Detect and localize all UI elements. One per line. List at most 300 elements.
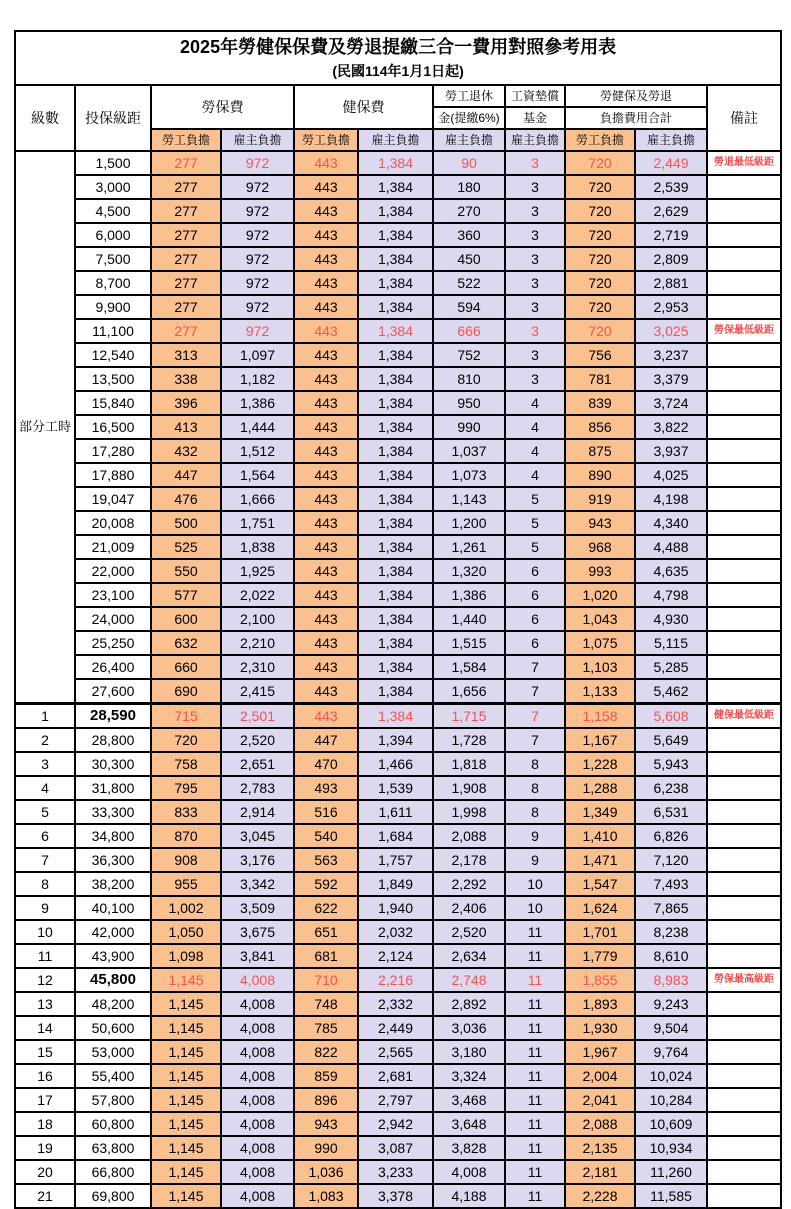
cell-labor-employer: 1,564: [221, 463, 294, 487]
cell-pension-employer: 990: [433, 415, 505, 439]
cell-health-employee: 592: [294, 872, 358, 896]
cell-wage-fund-employer: 11: [505, 944, 565, 968]
cell-total-employer: 4,930: [635, 607, 707, 631]
cell-labor-employee: 500: [151, 511, 221, 535]
cell-health-employee: 443: [294, 704, 358, 729]
cell-remark: [707, 631, 781, 655]
cell-total-employee: 720: [565, 295, 635, 319]
cell-bracket: 43,900: [75, 944, 151, 968]
cell-labor-employer: 972: [221, 319, 294, 343]
cell-total-employee: 1,133: [565, 679, 635, 704]
cell-remark: [707, 752, 781, 776]
cell-total-employer: 5,608: [635, 704, 707, 729]
cell-total-employee: 943: [565, 511, 635, 535]
cell-pension-employer: 2,088: [433, 824, 505, 848]
cell-health-employee: 443: [294, 391, 358, 415]
cell-pension-employer: 3,324: [433, 1064, 505, 1088]
cell-health-employer: 2,216: [358, 968, 433, 992]
cell-health-employee: 785: [294, 1016, 358, 1040]
cell-wage-fund-employer: 11: [505, 1088, 565, 1112]
cell-health-employee: 443: [294, 511, 358, 535]
cell-level: 2: [15, 728, 75, 752]
cell-wage-fund-employer: 5: [505, 535, 565, 559]
cell-total-employer: 2,539: [635, 175, 707, 199]
cell-total-employee: 875: [565, 439, 635, 463]
cell-total-employee: 781: [565, 367, 635, 391]
cell-health-employer: 1,539: [358, 776, 433, 800]
cell-pension-employer: 360: [433, 223, 505, 247]
cell-wage-fund-employer: 3: [505, 343, 565, 367]
cell-remark: [707, 800, 781, 824]
cell-health-employee: 443: [294, 679, 358, 704]
subheader-total-employer: 雇主負擔: [635, 129, 707, 151]
cell-total-employer: 8,238: [635, 920, 707, 944]
cell-pension-employer: 1,656: [433, 679, 505, 704]
cell-wage-fund-employer: 6: [505, 631, 565, 655]
cell-wage-fund-employer: 8: [505, 776, 565, 800]
cell-wage-fund-employer: 9: [505, 824, 565, 848]
cell-wage-fund-employer: 7: [505, 655, 565, 679]
cell-labor-employer: 972: [221, 199, 294, 223]
cell-health-employee: 443: [294, 559, 358, 583]
cell-health-employer: 1,394: [358, 728, 433, 752]
cell-wage-fund-employer: 6: [505, 607, 565, 631]
table-row: [15, 679, 781, 704]
cell-remark: 勞退最低級距: [707, 151, 781, 175]
cell-pension-employer: 1,320: [433, 559, 505, 583]
cell-health-employee: 443: [294, 583, 358, 607]
cell-labor-employer: 4,008: [221, 968, 294, 992]
table-body: [15, 151, 781, 1208]
table-row: [15, 776, 781, 800]
cell-remark: [707, 391, 781, 415]
cell-labor-employer: 972: [221, 295, 294, 319]
cell-total-employer: 2,719: [635, 223, 707, 247]
cell-labor-employee: 715: [151, 704, 221, 729]
cell-total-employee: 1,855: [565, 968, 635, 992]
cell-bracket: 25,250: [75, 631, 151, 655]
cell-labor-employee: 1,145: [151, 1136, 221, 1160]
cell-bracket: 27,600: [75, 679, 151, 704]
cell-remark: [707, 487, 781, 511]
table-row: [15, 151, 781, 175]
cell-remark: [707, 367, 781, 391]
table-row: [15, 968, 781, 992]
cell-remark: [707, 992, 781, 1016]
cell-labor-employee: 1,145: [151, 1016, 221, 1040]
cell-total-employer: 3,237: [635, 343, 707, 367]
cell-bracket: 31,800: [75, 776, 151, 800]
cell-remark: [707, 439, 781, 463]
cell-total-employer: 9,764: [635, 1040, 707, 1064]
cell-bracket: 9,900: [75, 295, 151, 319]
cell-wage-fund-employer: 11: [505, 1112, 565, 1136]
table-row: [15, 295, 781, 319]
cell-health-employee: 1,083: [294, 1184, 358, 1208]
cell-bracket: 4,500: [75, 199, 151, 223]
cell-bracket: 63,800: [75, 1136, 151, 1160]
cell-labor-employee: 833: [151, 800, 221, 824]
cell-labor-employee: 413: [151, 415, 221, 439]
cell-health-employee: 443: [294, 607, 358, 631]
cell-labor-employee: 1,145: [151, 1040, 221, 1064]
cell-bracket: 36,300: [75, 848, 151, 872]
cell-health-employer: 1,849: [358, 872, 433, 896]
cell-pension-employer: 1,143: [433, 487, 505, 511]
cell-labor-employer: 3,045: [221, 824, 294, 848]
cell-pension-employer: 2,892: [433, 992, 505, 1016]
cell-labor-employer: 4,008: [221, 1112, 294, 1136]
cell-bracket: 57,800: [75, 1088, 151, 1112]
table-row: [15, 920, 781, 944]
cell-labor-employee: 600: [151, 607, 221, 631]
cell-total-employee: 890: [565, 463, 635, 487]
cell-level: 7: [15, 848, 75, 872]
table-row: [15, 800, 781, 824]
col-header-labor-insurance: 勞保費: [151, 85, 294, 129]
cell-health-employer: 1,384: [358, 319, 433, 343]
cell-health-employee: 563: [294, 848, 358, 872]
table-title-cell: [15, 31, 781, 85]
table-row: [15, 391, 781, 415]
cell-health-employer: 1,384: [358, 343, 433, 367]
cell-pension-employer: 1,584: [433, 655, 505, 679]
cell-labor-employer: 2,100: [221, 607, 294, 631]
cell-total-employee: 1,228: [565, 752, 635, 776]
cell-pension-employer: 752: [433, 343, 505, 367]
table-row: [15, 728, 781, 752]
cell-pension-employer: 1,200: [433, 511, 505, 535]
cell-level: 3: [15, 752, 75, 776]
cell-bracket: 20,008: [75, 511, 151, 535]
cell-total-employer: 5,462: [635, 679, 707, 704]
cell-health-employee: 859: [294, 1064, 358, 1088]
table-row: [15, 439, 781, 463]
cell-level: 10: [15, 920, 75, 944]
cell-labor-employee: 720: [151, 728, 221, 752]
cell-labor-employer: 2,651: [221, 752, 294, 776]
cell-bracket: 19,047: [75, 487, 151, 511]
col-header-level: 級數: [15, 85, 75, 151]
cell-wage-fund-employer: 3: [505, 247, 565, 271]
cell-health-employee: 990: [294, 1136, 358, 1160]
cell-labor-employee: 525: [151, 535, 221, 559]
col-header-wage-fund-line2: 基金: [505, 107, 565, 129]
cell-health-employer: 1,384: [358, 199, 433, 223]
cell-total-employer: 5,285: [635, 655, 707, 679]
cell-wage-fund-employer: 3: [505, 295, 565, 319]
cell-wage-fund-employer: 6: [505, 559, 565, 583]
cell-pension-employer: 1,261: [433, 535, 505, 559]
cell-health-employer: 2,797: [358, 1088, 433, 1112]
cell-pension-employer: 270: [433, 199, 505, 223]
cell-total-employee: 720: [565, 151, 635, 175]
cell-level: 11: [15, 944, 75, 968]
cell-total-employee: 2,088: [565, 1112, 635, 1136]
cell-total-employee: 2,004: [565, 1064, 635, 1088]
cell-health-employer: 1,384: [358, 583, 433, 607]
cell-health-employee: 443: [294, 439, 358, 463]
cell-wage-fund-employer: 8: [505, 800, 565, 824]
cell-health-employee: 443: [294, 343, 358, 367]
cell-health-employer: 1,384: [358, 655, 433, 679]
cell-remark: [707, 511, 781, 535]
cell-pension-employer: 2,406: [433, 896, 505, 920]
subheader-health-employer: 雇主負擔: [358, 129, 433, 151]
cell-labor-employer: 1,925: [221, 559, 294, 583]
cell-total-employee: 1,075: [565, 631, 635, 655]
cell-level: 18: [15, 1112, 75, 1136]
cell-labor-employee: 870: [151, 824, 221, 848]
cell-pension-employer: 3,648: [433, 1112, 505, 1136]
cell-total-employee: 1,158: [565, 704, 635, 729]
cell-total-employer: 5,649: [635, 728, 707, 752]
cell-health-employer: 1,384: [358, 439, 433, 463]
cell-total-employee: 1,043: [565, 607, 635, 631]
cell-labor-employee: 1,002: [151, 896, 221, 920]
cell-level: 1: [15, 704, 75, 729]
cell-labor-employer: 4,008: [221, 1136, 294, 1160]
cell-level: 8: [15, 872, 75, 896]
cell-health-employer: 1,384: [358, 511, 433, 535]
cell-health-employer: 3,087: [358, 1136, 433, 1160]
table-row: [15, 343, 781, 367]
cell-pension-employer: 3,828: [433, 1136, 505, 1160]
table-row: [15, 872, 781, 896]
cell-total-employer: 7,493: [635, 872, 707, 896]
cell-health-employer: 3,233: [358, 1160, 433, 1184]
cell-total-employee: 720: [565, 319, 635, 343]
cell-total-employer: 4,798: [635, 583, 707, 607]
cell-total-employee: 2,135: [565, 1136, 635, 1160]
cell-health-employer: 1,384: [358, 607, 433, 631]
table-row: [15, 1064, 781, 1088]
cell-total-employer: 10,024: [635, 1064, 707, 1088]
cell-total-employee: 1,701: [565, 920, 635, 944]
cell-total-employer: 5,943: [635, 752, 707, 776]
col-header-health-insurance: 健保費: [294, 85, 433, 129]
cell-wage-fund-employer: 8: [505, 752, 565, 776]
cell-bracket: 8,700: [75, 271, 151, 295]
cell-health-employee: 443: [294, 319, 358, 343]
cell-labor-employee: 550: [151, 559, 221, 583]
cell-total-employer: 4,198: [635, 487, 707, 511]
cell-health-employer: 1,384: [358, 247, 433, 271]
cell-pension-employer: 1,440: [433, 607, 505, 631]
cell-total-employee: 720: [565, 247, 635, 271]
cell-bracket: 33,300: [75, 800, 151, 824]
cell-pension-employer: 3,468: [433, 1088, 505, 1112]
three-in-one-fee-table: [14, 30, 782, 1209]
subheader-pension-employer: 雇主負擔: [433, 129, 505, 151]
cell-remark: [707, 1088, 781, 1112]
table-row: [15, 319, 781, 343]
cell-level: 9: [15, 896, 75, 920]
cell-remark: [707, 944, 781, 968]
cell-total-employee: 1,103: [565, 655, 635, 679]
cell-remark: [707, 223, 781, 247]
cell-pension-employer: 3,036: [433, 1016, 505, 1040]
cell-remark: [707, 920, 781, 944]
cell-health-employer: 1,384: [358, 631, 433, 655]
table-row: [15, 631, 781, 655]
cell-labor-employer: 2,415: [221, 679, 294, 704]
cell-labor-employee: 1,145: [151, 1064, 221, 1088]
cell-health-employer: 1,384: [358, 151, 433, 175]
cell-labor-employer: 972: [221, 223, 294, 247]
cell-labor-employer: 4,008: [221, 1088, 294, 1112]
cell-bracket: 53,000: [75, 1040, 151, 1064]
cell-wage-fund-employer: 11: [505, 1160, 565, 1184]
cell-total-employee: 1,967: [565, 1040, 635, 1064]
cell-total-employee: 1,930: [565, 1016, 635, 1040]
cell-pension-employer: 2,292: [433, 872, 505, 896]
cell-labor-employee: 955: [151, 872, 221, 896]
cell-health-employee: 622: [294, 896, 358, 920]
cell-bracket: 23,100: [75, 583, 151, 607]
cell-health-employee: 443: [294, 463, 358, 487]
col-header-total-line1: 勞健保及勞退: [565, 85, 707, 107]
table-row: [15, 1016, 781, 1040]
cell-remark: [707, 607, 781, 631]
table-row: [15, 247, 781, 271]
cell-remark: [707, 1136, 781, 1160]
cell-bracket: 34,800: [75, 824, 151, 848]
cell-bracket: 26,400: [75, 655, 151, 679]
cell-labor-employee: 908: [151, 848, 221, 872]
cell-total-employer: 8,610: [635, 944, 707, 968]
cell-pension-employer: 2,634: [433, 944, 505, 968]
cell-remark: [707, 1016, 781, 1040]
table-row: [15, 583, 781, 607]
cell-total-employer: 11,585: [635, 1184, 707, 1208]
cell-health-employee: 443: [294, 487, 358, 511]
cell-remark: [707, 896, 781, 920]
cell-labor-employee: 1,145: [151, 1112, 221, 1136]
cell-level: 6: [15, 824, 75, 848]
cell-labor-employer: 2,210: [221, 631, 294, 655]
cell-total-employer: 9,504: [635, 1016, 707, 1040]
cell-level: 13: [15, 992, 75, 1016]
cell-labor-employee: 632: [151, 631, 221, 655]
cell-health-employee: 447: [294, 728, 358, 752]
cell-total-employer: 6,826: [635, 824, 707, 848]
cell-health-employee: 443: [294, 199, 358, 223]
cell-labor-employer: 972: [221, 151, 294, 175]
cell-total-employer: 11,260: [635, 1160, 707, 1184]
cell-total-employee: 1,020: [565, 583, 635, 607]
cell-health-employer: 1,384: [358, 223, 433, 247]
cell-labor-employer: 1,097: [221, 343, 294, 367]
cell-labor-employee: 1,145: [151, 968, 221, 992]
cell-total-employer: 8,983: [635, 968, 707, 992]
cell-pension-employer: 666: [433, 319, 505, 343]
cell-wage-fund-employer: 9: [505, 848, 565, 872]
cell-health-employee: 443: [294, 631, 358, 655]
cell-remark: [707, 1040, 781, 1064]
subheader-labor-employee: 勞工負擔: [151, 129, 221, 151]
cell-labor-employee: 338: [151, 367, 221, 391]
cell-wage-fund-employer: 7: [505, 679, 565, 704]
cell-bracket: 24,000: [75, 607, 151, 631]
cell-remark: [707, 343, 781, 367]
cell-labor-employee: 396: [151, 391, 221, 415]
cell-total-employer: 4,025: [635, 463, 707, 487]
cell-labor-employee: 313: [151, 343, 221, 367]
table-row: [15, 1040, 781, 1064]
cell-total-employer: 3,937: [635, 439, 707, 463]
cell-bracket: 28,590: [75, 704, 151, 729]
cell-pension-employer: 1,073: [433, 463, 505, 487]
cell-level: 14: [15, 1016, 75, 1040]
cell-pension-employer: 180: [433, 175, 505, 199]
cell-labor-employee: 1,145: [151, 1160, 221, 1184]
cell-bracket: 3,000: [75, 175, 151, 199]
cell-wage-fund-employer: 11: [505, 920, 565, 944]
cell-total-employer: 2,809: [635, 247, 707, 271]
cell-total-employee: 1,167: [565, 728, 635, 752]
table-row: [15, 607, 781, 631]
cell-health-employee: 443: [294, 367, 358, 391]
cell-wage-fund-employer: 4: [505, 463, 565, 487]
cell-bracket: 42,000: [75, 920, 151, 944]
col-header-pension-line2: 金(提繳6%): [433, 107, 505, 129]
cell-health-employee: 516: [294, 800, 358, 824]
cell-level: 19: [15, 1136, 75, 1160]
cell-health-employee: 896: [294, 1088, 358, 1112]
cell-remark: [707, 728, 781, 752]
cell-total-employee: 720: [565, 271, 635, 295]
cell-total-employer: 6,238: [635, 776, 707, 800]
cell-remark: [707, 583, 781, 607]
page-subtitle: (民國114年1月1日起): [332, 63, 464, 79]
cell-bracket: 17,280: [75, 439, 151, 463]
cell-wage-fund-employer: 6: [505, 583, 565, 607]
col-header-pension-line1: 勞工退休: [433, 85, 505, 107]
table-row: [15, 1184, 781, 1208]
cell-labor-employer: 4,008: [221, 1040, 294, 1064]
cell-remark: [707, 655, 781, 679]
cell-labor-employer: 1,444: [221, 415, 294, 439]
cell-labor-employer: 4,008: [221, 1064, 294, 1088]
cell-health-employee: 443: [294, 295, 358, 319]
cell-health-employer: 2,032: [358, 920, 433, 944]
cell-health-employer: 2,124: [358, 944, 433, 968]
cell-remark: [707, 872, 781, 896]
cell-labor-employer: 1,751: [221, 511, 294, 535]
cell-total-employer: 10,934: [635, 1136, 707, 1160]
cell-labor-employee: 277: [151, 247, 221, 271]
cell-health-employer: 1,384: [358, 487, 433, 511]
cell-health-employee: 748: [294, 992, 358, 1016]
table-row: [15, 223, 781, 247]
cell-remark: [707, 848, 781, 872]
cell-wage-fund-employer: 3: [505, 151, 565, 175]
table-row: [15, 367, 781, 391]
cell-remark: [707, 247, 781, 271]
table-row: [15, 1160, 781, 1184]
cell-total-employee: 2,041: [565, 1088, 635, 1112]
cell-pension-employer: 2,520: [433, 920, 505, 944]
cell-labor-employer: 1,182: [221, 367, 294, 391]
cell-bracket: 28,800: [75, 728, 151, 752]
cell-wage-fund-employer: 3: [505, 199, 565, 223]
table-row: [15, 175, 781, 199]
cell-total-employee: 1,779: [565, 944, 635, 968]
cell-wage-fund-employer: 3: [505, 223, 565, 247]
cell-pension-employer: 950: [433, 391, 505, 415]
cell-remark: 健保最低級距: [707, 704, 781, 729]
